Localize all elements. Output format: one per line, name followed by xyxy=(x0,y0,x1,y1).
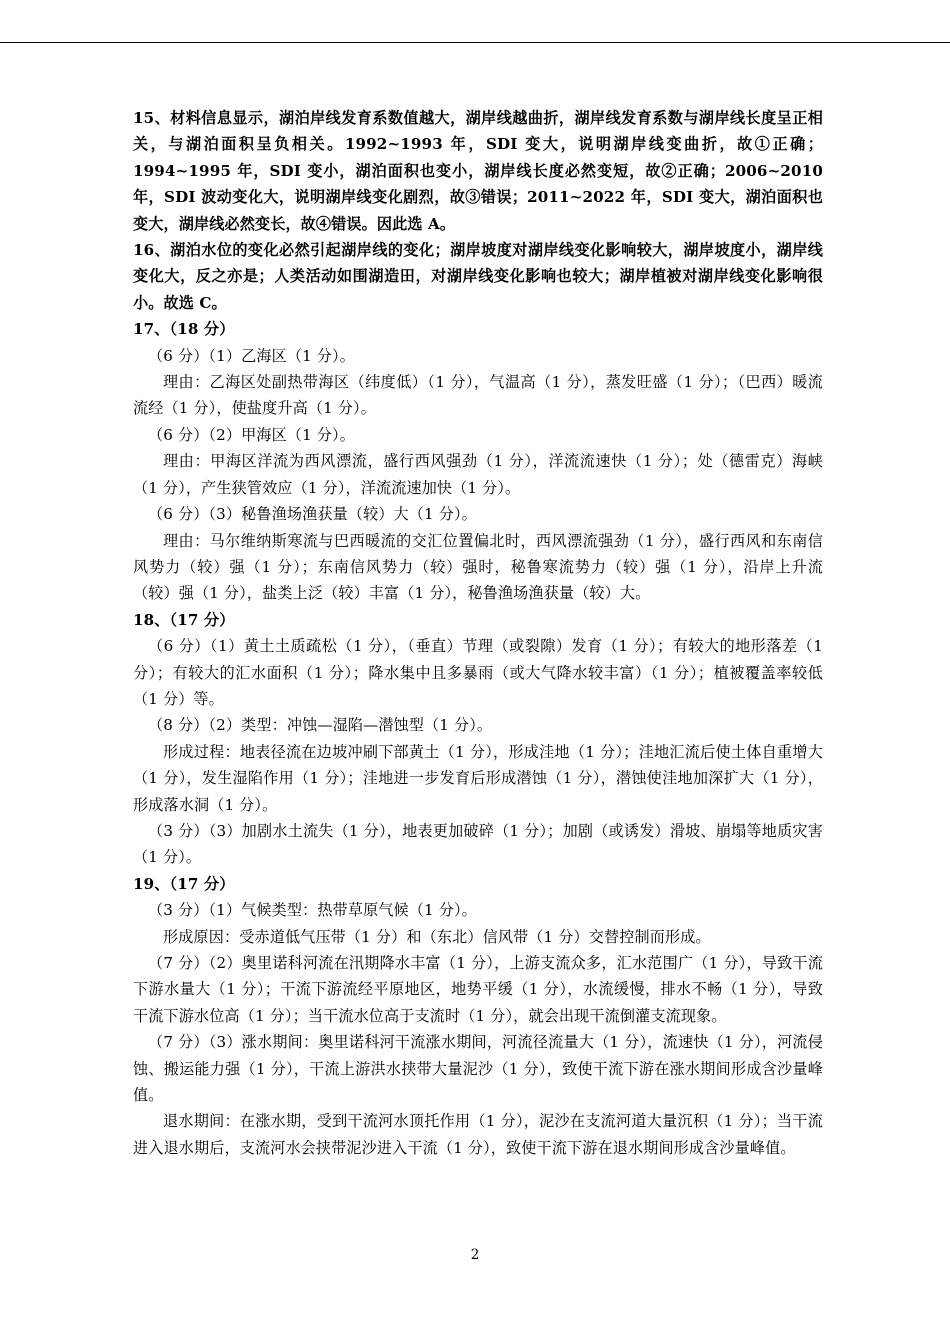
answer-paragraph-15: 15、材料信息显示，湖泊岸线发育系数值越大，湖岸线越曲折，湖岸线发育系数与湖岸线长度呈正相关，与湖泊面积呈负相关。1992~1993 年，SDI 变大，说明湖岸线变曲折，故①正确；1994~1995 年，SDI 变小，湖泊面积也变小，湖岸线长度必然变短，故②正确；2006~2010 年，SDI 波动变化大，说明湖岸线变化剧烈，故③错误；2011~2022 年，SDI 变大，湖泊面积也变大，湖岸线必然变长，故④错误。因此选 A。 xyxy=(133,109,823,233)
answer-17-part2-reason: 理由：甲海区洋流为西风漂流，盛行西风强劲（1 分），洋流流速快（1 分）；处（德雷克）海峡（1 分），产生狭管效应（1 分），洋流流速加快（1 分）。 xyxy=(133,452,823,497)
page-number: 2 xyxy=(470,1247,480,1263)
answer-19-part3-falling: 退水期间：在涨水期，受到干流河水顶托作用（1 分），泥沙在支流河道大量沉积（1 分）；当干流进入退水期后，支流河水会挟带泥沙进入干流（1 分），致使干流下游在退水期间形成含沙量峰值。 xyxy=(133,1112,823,1157)
answer-19-part2: （7 分）（2）奥里诺科河流在汛期降水丰富（1 分），上游支流众多，汇水范围广（1 分），导致干流下游水量大（1 分）；干流下游流经平原地区，地势平缓（1 分），水流缓慢，排水不畅（1 分），导致干流下游水位高（1 分）；当干流水位高于支流时（1 分），就会出现干流倒灌支流现象。 xyxy=(133,954,823,1025)
question-heading-17: 17、（18 分） xyxy=(133,320,235,339)
answer-17-part3: （6 分）（3）秘鲁渔场渔获量（较）大（1 分）。 xyxy=(148,505,477,524)
answer-18-part1: （6 分）（1）黄土土质疏松（1 分），（垂直）节理（或裂隙）发育（1 分）；有较大的地形落差（1 分）；有较大的汇水面积（1 分）；降水集中且多暴雨（或大气降水较丰富）（1 分）；植被覆盖率较低（1 分）等。 xyxy=(133,637,823,708)
document-body xyxy=(133,105,823,1161)
answer-18-part3: （3 分）（3）加剧水土流失（1 分），地表更加破碎（1 分）；加剧（或诱发）滑坡、崩塌等地质灾害（1 分）。 xyxy=(133,821,823,867)
answer-17-part3-reason: 理由：马尔维纳斯寒流与巴西暖流的交汇位置偏北时，西风漂流强劲（1 分），盛行西风和东南信风势力（较）强（1 分）；东南信风势力（较）强时，秘鲁寒流势力（较）强（1 分），沿岸上升流（较）强（1 分），盐类上泛（较）丰富（1 分），秘鲁渔场渔获量（较）大。 xyxy=(133,531,823,603)
question-heading-19: 19、（17 分） xyxy=(133,874,235,893)
answer-19-part3-rising: （7 分）（3）涨水期间：奥里诺科河干流涨水期间，河流径流量大（1 分），流速快（1 分），河流侵蚀、搬运能力强（1 分），干流上游洪水挟带大量泥沙（1 分），致使干流下游在涨水期间形成含沙量峰值。 xyxy=(133,1033,823,1105)
answer-17-part1: （6 分）（1）乙海区（1 分）。 xyxy=(148,346,355,365)
answer-19-part1: （3 分）（1）气候类型：热带草原气候（1 分）。 xyxy=(148,901,477,920)
answer-17-part2: （6 分）（2）甲海区（1 分）。 xyxy=(148,425,355,444)
header-rule xyxy=(0,42,950,43)
answer-18-part2-process: 形成过程：地表径流在边坡冲刷下部黄土（1 分），形成洼地（1 分）；洼地汇流后使土体自重增大（1 分），发生湿陷作用（1 分）；洼地进一步发育后形成潜蚀（1 分），潜蚀使洼地加深扩大（1 分），形成落水洞（1 分）。 xyxy=(133,742,823,814)
question-heading-18: 18、（17 分） xyxy=(133,610,235,629)
answer-paragraph-16: 16、湖泊水位的变化必然引起湖岸线的变化；湖岸坡度对湖岸线变化影响较大，湖岸坡度小，湖岸线变化大，反之亦是；人类活动如围湖造田，对湖岸线变化影响也较大；湖岸植被对湖岸线变化影响很小。故选 C。 xyxy=(133,241,823,312)
answer-18-part2: （8 分）（2）类型：冲蚀—湿陷—潜蚀型（1 分）。 xyxy=(148,716,493,735)
answer-17-part1-reason: 理由：乙海区处副热带海区（纬度低）（1 分），气温高（1 分），蒸发旺盛（1 分）；（巴西）暖流流经（1 分），使盐度升高（1 分）。 xyxy=(133,373,823,418)
answer-19-part1-reason: 形成原因：受赤道低气压带（1 分）和（东北）信风带（1 分）交替控制而形成。 xyxy=(163,927,711,946)
